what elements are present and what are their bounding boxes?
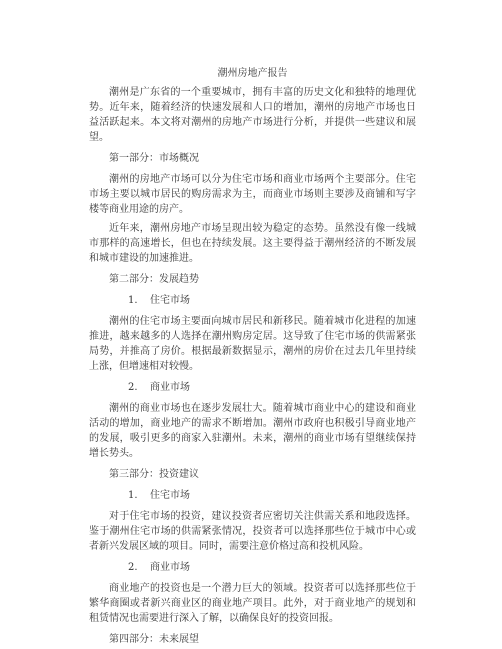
part4-heading: 第四部分：未来展望 bbox=[109, 634, 199, 645]
part3-section bbox=[89, 467, 416, 626]
part2-section bbox=[89, 272, 416, 461]
item-number: 1. bbox=[128, 295, 138, 306]
document-title: 潮州房地产报告 bbox=[217, 68, 288, 79]
item-number: 2. bbox=[128, 382, 138, 393]
part2-heading: 第二部分：发展趋势 bbox=[109, 274, 199, 285]
item-number: 1. bbox=[128, 490, 138, 501]
item-label: 住宅市场 bbox=[150, 295, 190, 306]
part3-item-2-heading bbox=[89, 560, 416, 575]
item-number: 2. bbox=[128, 562, 138, 573]
intro-paragraph: 潮州是广东省的一个重要城市，拥有丰富的历史文化和独特的地理优势。近年来，随着经济的快速发展和人口的增加，潮州的房地产市场也日益活跃起来。本文将对潮州的房地产市场进行分析，并提供一些建议和展望。 bbox=[89, 87, 416, 143]
part1-paragraph-2: 近年来，潮州房地产市场呈现出较为稳定的态势。虽然没有像一线城市那样的高速增长，但也在持续发展。这主要得益于潮州经济的不断发展和城市建设的加速推进。 bbox=[89, 223, 416, 264]
part2-item-2-heading bbox=[89, 380, 416, 395]
part3-heading: 第三部分：投资建议 bbox=[109, 469, 199, 480]
part3-item-1-heading bbox=[89, 488, 416, 503]
part2-item-2-text: 潮州的商业市场也在逐步发展壮大。随着城市商业中心的建设和商业活动的增加，商业地产的需求不断增加。潮州市政府也积极引导商业地产的发展，吸引更多的商家入驻潮州。未来，潮州的商业市场有望继续保持增长势头。 bbox=[89, 403, 416, 459]
item-label: 商业市场 bbox=[150, 382, 190, 393]
item-label: 商业市场 bbox=[150, 562, 190, 573]
part2-item-1-text: 潮州的住宅市场主要面向城市居民和新移民。随着城市化进程的加速推进，越来越多的人选择在潮州购房定居。这导致了住宅市场的供需紧张局势，并推高了房价。根据最新数据显示，潮州的房价在过去几年里持续上涨，但增速相对较慢。 bbox=[89, 316, 416, 372]
part1-paragraph-1: 潮州的房地产市场可以分为住宅市场和商业市场两个主要部分。住宅市场主要以城市居民的购房需求为主，而商业市场则主要涉及商铺和写字楼等商业用途的房产。 bbox=[89, 174, 416, 215]
part4-section bbox=[89, 632, 416, 647]
part1-section bbox=[89, 151, 416, 266]
part1-heading: 第一部分：市场概况 bbox=[109, 153, 199, 164]
part3-item-1-text: 对于住宅市场的投资，建议投资者应密切关注供需关系和地段选择。鉴于潮州住宅市场的供需紧张情况，投资者可以选择那些位于城市中心或者新兴发展区域的项目。同时，需要注意价格过高和投机风险。 bbox=[89, 511, 416, 552]
item-label: 住宅市场 bbox=[150, 490, 190, 501]
part3-item-2-text: 商业地产的投资也是一个潜力巨大的领域。投资者可以选择那些位于繁华商圈或者新兴商业区的商业地产项目。此外，对于商业地产的规划和租赁情况也需要进行深入了解，以确保良好的投资回报。 bbox=[89, 583, 416, 624]
part2-item-1-heading bbox=[89, 293, 416, 308]
